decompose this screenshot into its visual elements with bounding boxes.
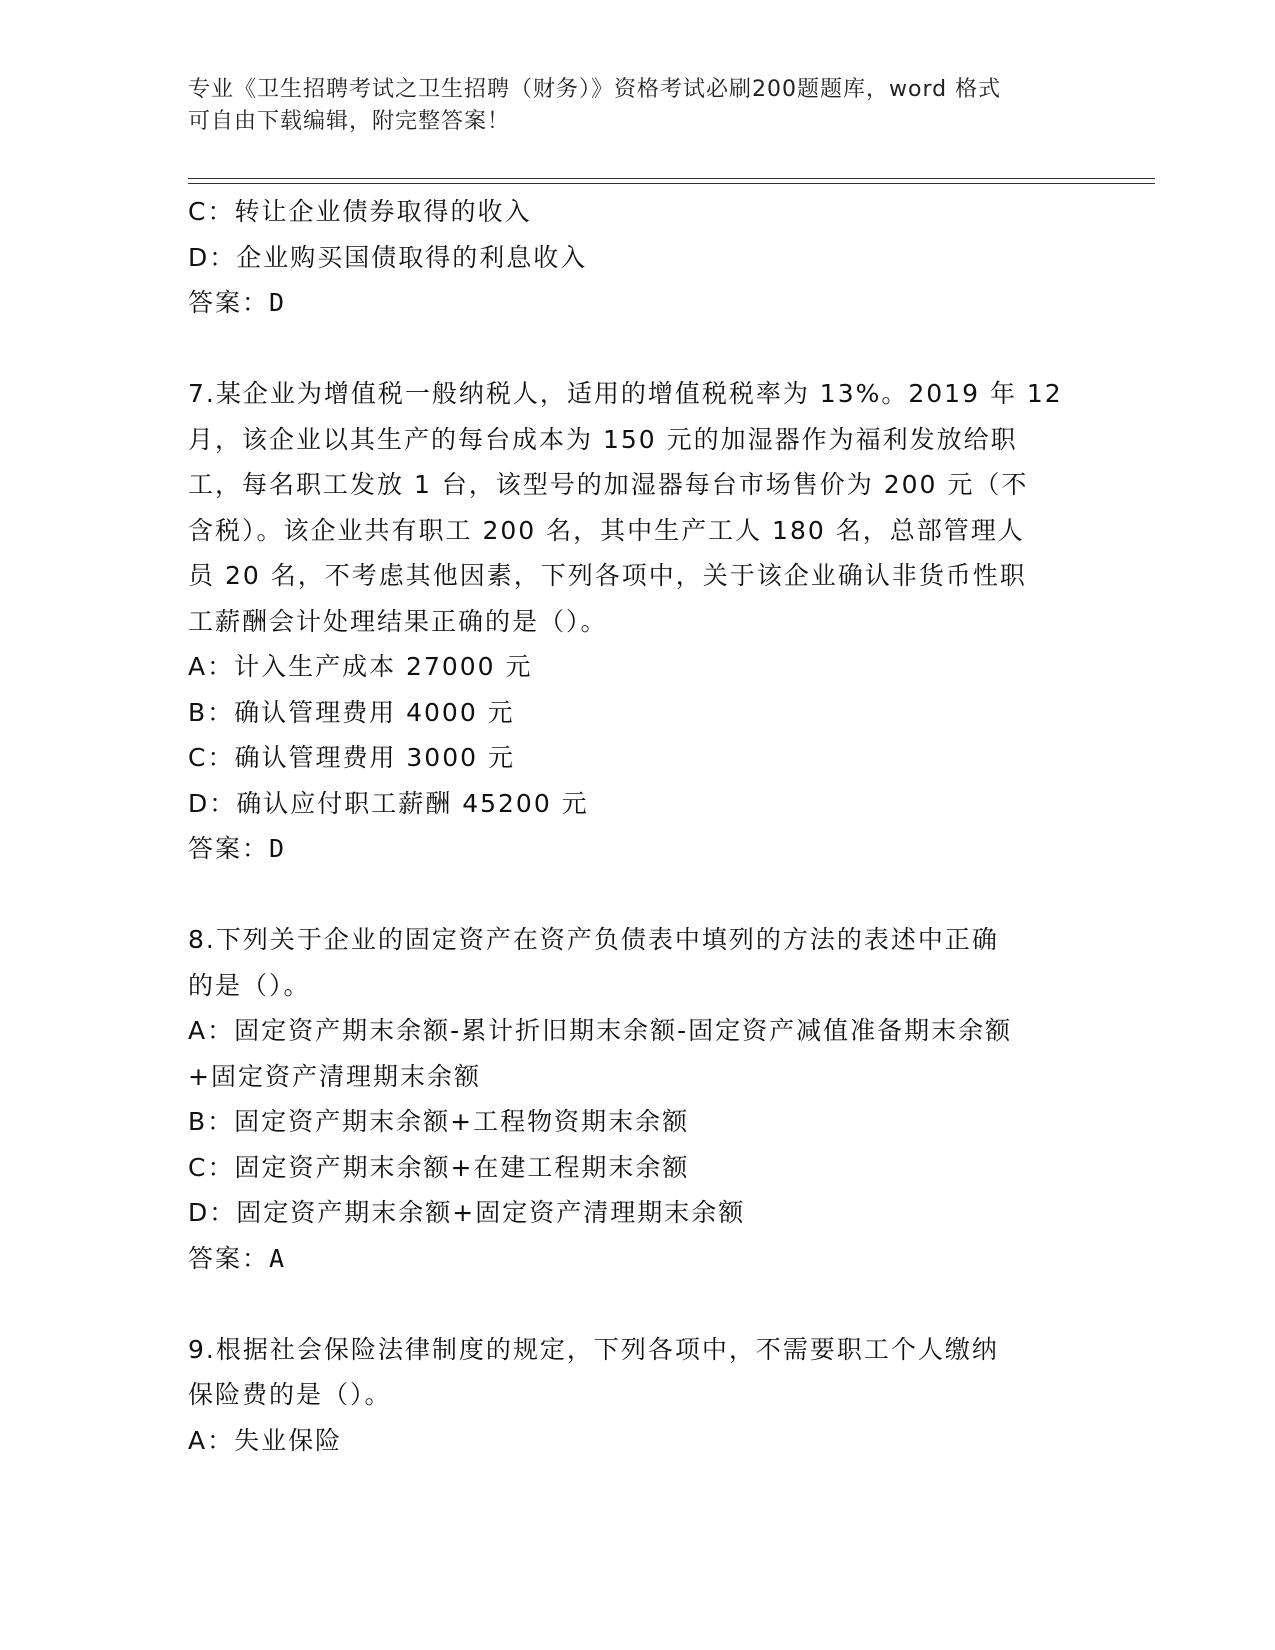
question-8 — [188, 917, 1088, 1281]
header-title-line-2: 可自由下载编辑，附完整答案！ — [188, 109, 511, 134]
option-c: C：转让企业债券取得的收入 — [188, 197, 532, 226]
answer-line — [188, 826, 1088, 872]
question-9 — [188, 1327, 1088, 1464]
option-d: D：企业购买国债取得的利息收入 — [188, 242, 588, 272]
spacer — [188, 872, 1088, 918]
option-b: B：固定资产期末余额+工程物资期末余额 — [188, 1107, 690, 1136]
question-stem-line: 保险费的是（）。 — [188, 1380, 392, 1409]
option-d: D：确认应付职工薪酬 45200 元 — [188, 788, 589, 818]
answer-label: 答案： — [188, 834, 270, 863]
header-divider-bottom — [188, 183, 1155, 184]
header-divider-top — [188, 178, 1155, 179]
question-stem-line: 工薪酬会计处理结果正确的是（）。 — [188, 606, 608, 636]
question-stem-line: 员 20 名，不考虑其他因素，下列各项中，关于该企业确认非货币性职 — [188, 561, 1027, 590]
document-body — [188, 189, 1088, 1463]
option-a: A：失业保险 — [188, 1425, 343, 1455]
document-header — [188, 74, 1068, 138]
option-d: D：固定资产期末余额+固定资产清理期末余额 — [188, 1198, 746, 1227]
question-stem-line: 9.根据社会保险法律制度的规定，下列各项中，不需要职工个人缴纳 — [188, 1334, 999, 1364]
spacer — [188, 326, 1088, 372]
spacer — [188, 1281, 1088, 1327]
question-stem-line: 的是（）。 — [188, 970, 311, 1000]
question-stem-line: 8.下列关于企业的固定资产在资产负债表中填列的方法的表述中正确 — [188, 925, 999, 954]
header-title-line-1: 专业《卫生招聘考试之卫生招聘（财务）》资格考试必刷200题题库，word 格式 — [188, 77, 1002, 102]
question-stem-line: 含税）。该企业共有职工 200 名，其中生产工人 180 名，总部管理人 — [188, 515, 1025, 545]
option-a: A：计入生产成本 27000 元 — [188, 652, 533, 681]
answer-line — [188, 1236, 1088, 1282]
question-7 — [188, 371, 1088, 872]
option-c: C：确认管理费用 3000 元 — [188, 743, 515, 772]
answer-value: D — [269, 834, 287, 863]
answer-value: D — [269, 288, 287, 317]
answer-label: 答案： — [188, 288, 270, 317]
answer-value: A — [269, 1243, 287, 1273]
answer-line — [188, 280, 1088, 326]
question-stem-line: 工，每名职工发放 1 台，该型号的加湿器每台市场售价为 200 元（不 — [188, 470, 1029, 499]
answer-label: 答案： — [188, 1243, 270, 1273]
option-b: B：确认管理费用 4000 元 — [188, 697, 515, 727]
option-a-continued: +固定资产清理期末余额 — [188, 1061, 481, 1091]
option-c: C：固定资产期末余额+在建工程期末余额 — [188, 1152, 690, 1182]
question-6-continued — [188, 189, 1088, 326]
question-stem-line: 月，该企业以其生产的每台成本为 150 元的加湿器作为福利发放给职 — [188, 424, 1018, 454]
question-stem-line: 7.某企业为增值税一般纳税人，适用的增值税税率为 13%。2019 年 12 — [188, 379, 1063, 408]
option-a: A：固定资产期末余额-累计折旧期末余额-固定资产减值准备期末余额 — [188, 1016, 1013, 1045]
